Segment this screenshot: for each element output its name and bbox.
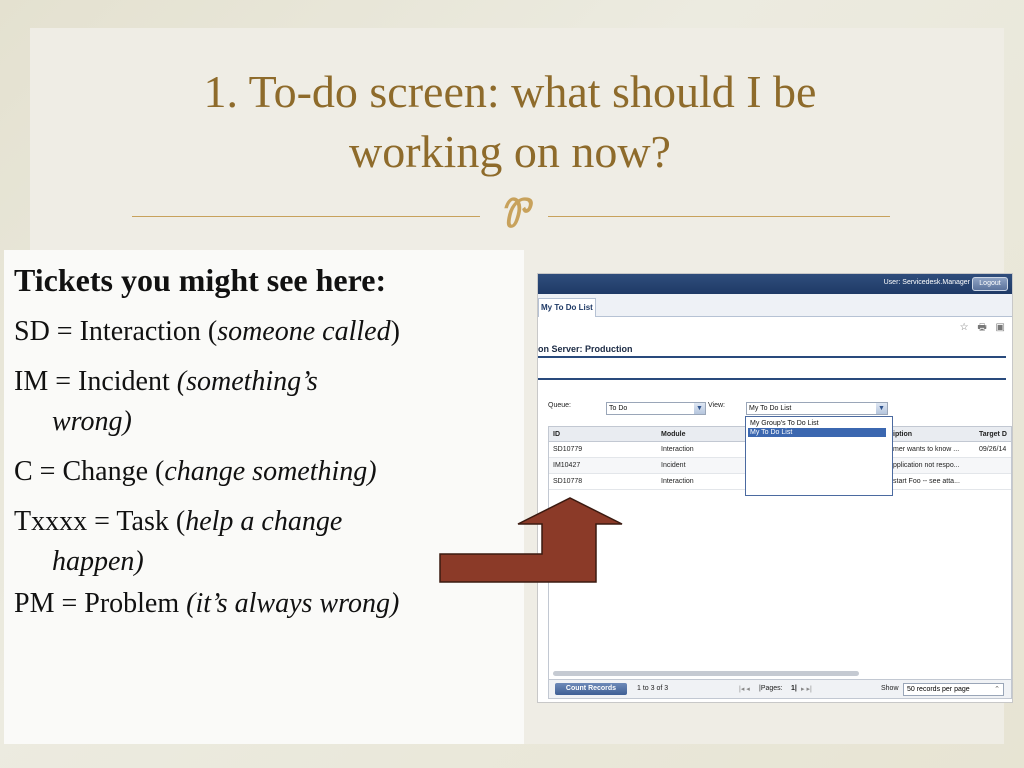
tab-bar xyxy=(538,294,1012,317)
row-module: Interaction xyxy=(661,478,694,485)
ticket-line-im-cont: wrong) xyxy=(52,406,132,437)
ticket-types-heading: Tickets you might see here: xyxy=(14,262,387,298)
next-last-icon[interactable]: ▸ ▸| xyxy=(801,686,812,693)
title-line-1: 1. To-do screen: what should I be xyxy=(203,66,817,117)
column-header-description[interactable]: iption xyxy=(893,431,913,438)
view-dropdown-list xyxy=(745,416,893,496)
chevron-updown-icon[interactable]: ⌃ xyxy=(994,686,1000,693)
ticket-line-c: C = Change (change something) xyxy=(14,456,377,487)
header-rule-bottom xyxy=(538,378,1006,380)
page-number[interactable]: 1| xyxy=(791,685,797,692)
todo-screenshot xyxy=(537,273,1013,703)
logout-button[interactable]: Logout xyxy=(972,277,1008,291)
column-header-target[interactable]: Target D xyxy=(979,431,1007,438)
queue-value: To Do xyxy=(609,405,628,412)
server-title: on Server: Production xyxy=(538,344,633,354)
row-id[interactable]: SD10779 xyxy=(553,446,583,453)
ticket-line-pm: PM = Problem (it’s always wrong) xyxy=(14,588,400,619)
row-id[interactable]: IM10427 xyxy=(553,462,581,469)
page-size-value: 50 records per page xyxy=(907,686,970,693)
ticket-line-sd: SD = Interaction (someone called) xyxy=(14,316,400,347)
record-range: 1 to 3 of 3 xyxy=(637,685,669,692)
count-records-button[interactable]: Count Records xyxy=(555,683,627,695)
view-value: My To Do List xyxy=(749,405,792,412)
row-description: pplication not respo... xyxy=(893,462,960,469)
callout-arrow-shape xyxy=(440,498,622,582)
chevron-down-icon[interactable]: ▼ xyxy=(876,403,887,414)
row-id[interactable]: SD10778 xyxy=(553,478,583,485)
user-label: User: Servicedesk.Manager xyxy=(883,279,970,286)
ticket-line-im: IM = Incident (something’s xyxy=(14,366,318,397)
slide-title xyxy=(100,62,920,182)
row-description: start Foo -- see atta... xyxy=(893,478,960,485)
queue-select[interactable] xyxy=(606,402,706,415)
row-module: Interaction xyxy=(661,446,694,453)
callout-arrow xyxy=(436,494,624,586)
app-header-bar xyxy=(538,274,1012,294)
toolbar-icons[interactable]: ☆ 🖶 ▣ xyxy=(959,322,1008,333)
ornament-icon: Ꮘ xyxy=(499,191,529,236)
horizontal-scrollbar[interactable] xyxy=(553,671,859,676)
view-option[interactable]: My Group's To Do List xyxy=(750,420,819,427)
title-line-2: working on now? xyxy=(349,126,671,177)
divider-right xyxy=(548,216,890,217)
ticket-line-task-cont: happen) xyxy=(52,546,144,577)
queue-label: Queue: xyxy=(548,402,571,409)
pages-label: |Pages: xyxy=(759,685,783,692)
view-option-selected[interactable]: My To Do List xyxy=(748,428,886,437)
row-module: Incident xyxy=(661,462,686,469)
first-prev-icon[interactable]: |◂ ◂ xyxy=(739,686,750,693)
show-label: Show xyxy=(881,685,899,692)
view-label: View: xyxy=(708,402,725,409)
page-size-select[interactable] xyxy=(903,683,1004,696)
row-target: 09/26/14 xyxy=(979,446,1007,453)
table-footer xyxy=(548,679,1012,699)
view-select[interactable] xyxy=(746,402,888,415)
tab-my-to-do-list[interactable]: My To Do List xyxy=(538,298,596,317)
column-header-module[interactable]: Module xyxy=(661,431,686,438)
header-rule-top xyxy=(538,356,1006,358)
row-description: mer wants to know ... xyxy=(893,446,960,453)
column-header-id[interactable]: ID xyxy=(553,431,560,438)
divider-left xyxy=(132,216,480,217)
chevron-down-icon[interactable]: ▼ xyxy=(694,403,705,414)
ticket-line-task: Txxxx = Task (help a change xyxy=(14,506,343,537)
